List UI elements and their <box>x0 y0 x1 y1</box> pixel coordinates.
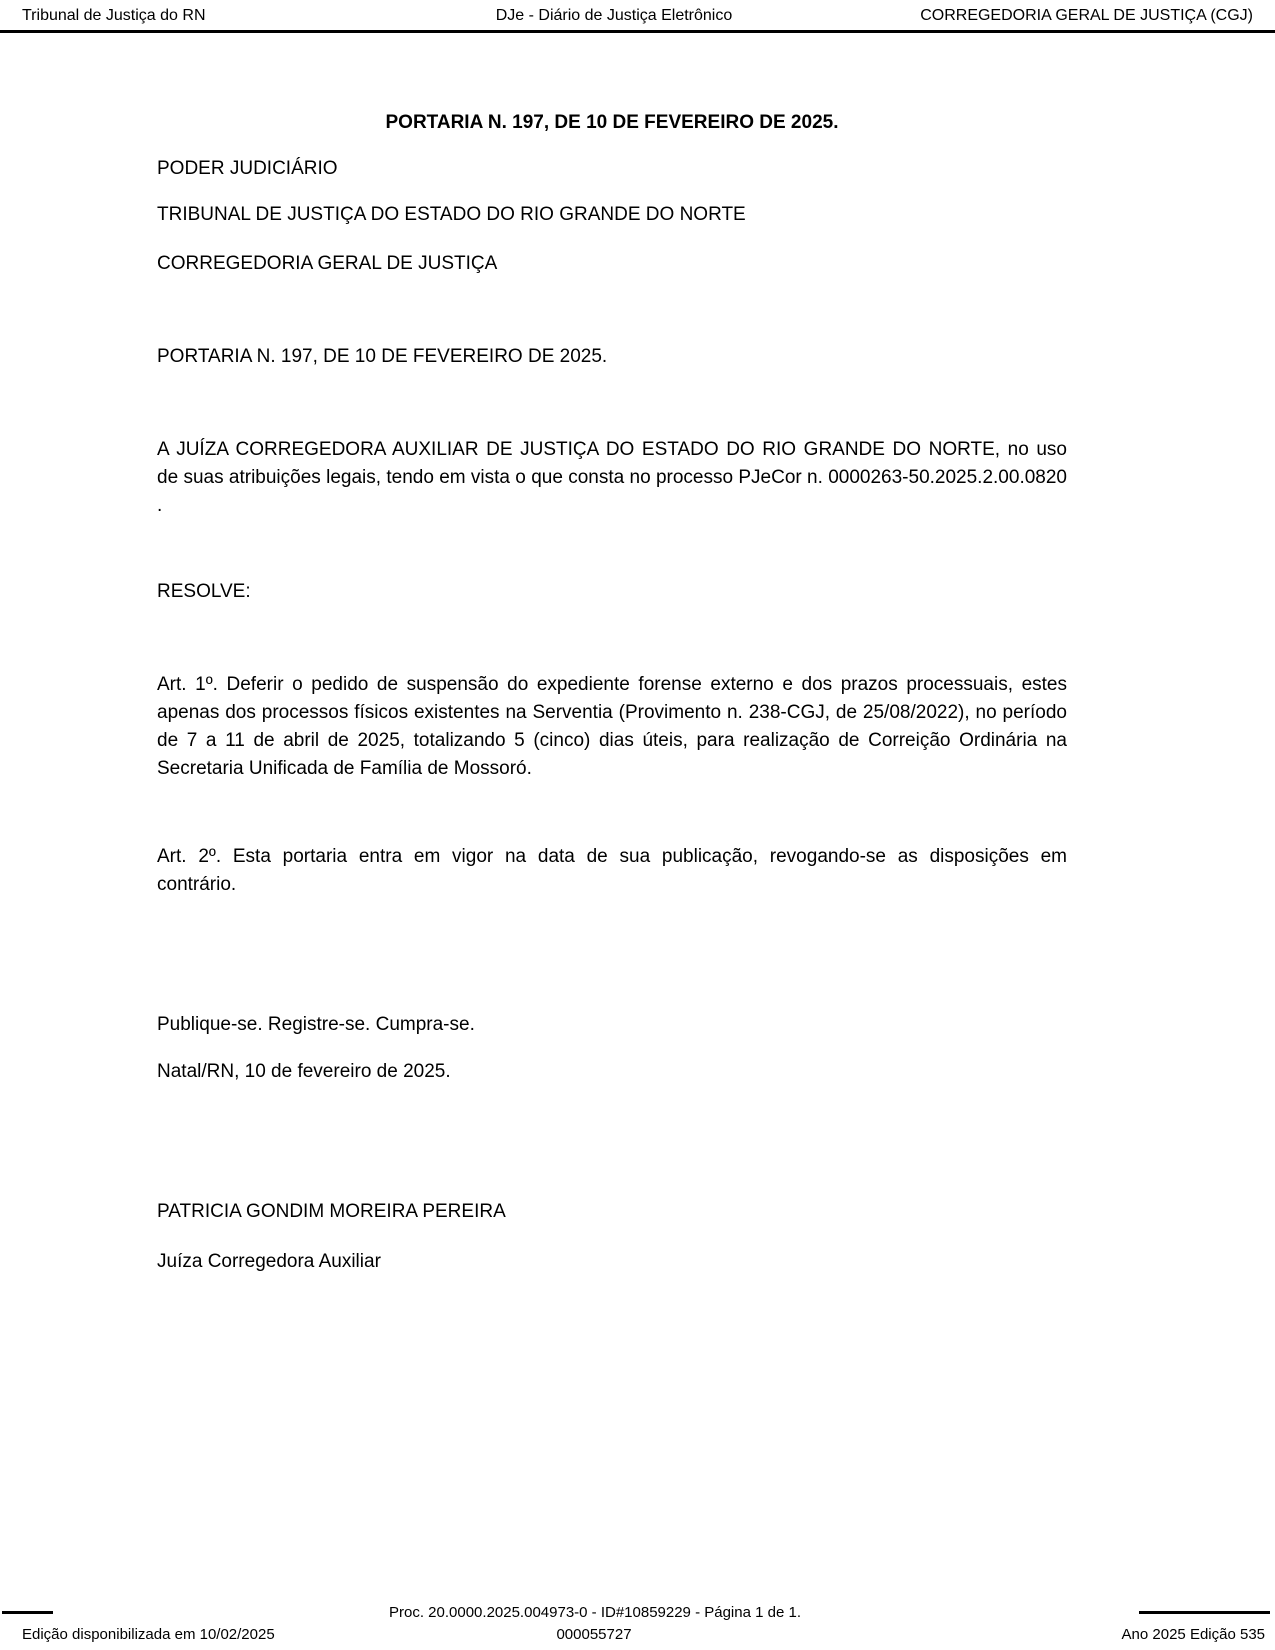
portaria-ref-line: PORTARIA N. 197, DE 10 DE FEVEREIRO DE 2025. <box>157 346 608 367</box>
artigo-1-line: de 7 a 11 de abril de 2025, totalizando 5 (cinco) dias úteis, para realização de Correição Ordinária na <box>157 730 1067 751</box>
footer-proc-id: Proc. 20.0000.2025.004973-0 - ID#10859229 - Página 1 de 1. <box>389 1604 801 1621</box>
footer-rule-right <box>1139 1611 1270 1614</box>
data-local <box>157 1058 1067 1086</box>
resolve <box>157 578 1067 606</box>
assinatura-cargo <box>157 1248 1067 1276</box>
header-court-name: Tribunal de Justiça do RN <box>22 7 206 24</box>
assinatura-nome <box>157 1198 1067 1226</box>
header-journal-title: DJe - Diário de Justiça Eletrônico <box>495 7 733 24</box>
footer-rule-left <box>2 1611 53 1614</box>
corregedoria-geral-line: CORREGEDORIA GERAL DE JUSTIÇA <box>157 253 498 274</box>
portaria-title <box>157 109 1067 137</box>
corregedoria-geral <box>157 250 1067 278</box>
tribunal-justica <box>157 201 1067 229</box>
portaria-ref <box>157 343 1067 371</box>
publique-se <box>157 1011 1067 1039</box>
portaria-title-line: PORTARIA N. 197, DE 10 DE FEVEREIRO DE 2025. <box>385 112 839 133</box>
preambulo <box>157 436 1067 520</box>
header-organ-name: CORREGEDORIA GERAL DE JUSTIÇA (CGJ) <box>920 7 1253 24</box>
tribunal-justica-line: TRIBUNAL DE JUSTIÇA DO ESTADO DO RIO GRANDE DO NORTE <box>157 204 746 225</box>
artigo-2-line: Art. 2º. Esta portaria entra em vigor na data de sua publicação, revogando-se as disposições em <box>157 846 1067 867</box>
artigo-2-line: contrário. <box>157 874 237 895</box>
preambulo-line: de suas atribuições legais, tendo em vista o que consta no processo PJeCor n. 0000263-50.2025.2.00.0820 <box>157 467 1067 488</box>
assinatura-cargo-line: Juíza Corregedora Auxiliar <box>157 1251 381 1272</box>
assinatura-nome-line: PATRICIA GONDIM MOREIRA PEREIRA <box>157 1201 506 1222</box>
poder-judiciario-line: PODER JUDICIÁRIO <box>157 158 338 179</box>
footer-edition-date: Edição disponibilizada em 10/02/2025 <box>22 1626 275 1643</box>
poder-judiciario <box>157 155 1067 183</box>
preambulo-line: A JUÍZA CORREGEDORA AUXILIAR DE JUSTIÇA DO ESTADO DO RIO GRANDE DO NORTE, no uso <box>157 439 1067 460</box>
preambulo-line: . <box>157 495 163 516</box>
artigo-1 <box>157 671 1067 783</box>
resolve-line: RESOLVE: <box>157 581 251 602</box>
footer-year-edition: Ano 2025 Edição 535 <box>1121 1626 1265 1643</box>
data-local-line: Natal/RN, 10 de fevereiro de 2025. <box>157 1061 451 1082</box>
footer-doc-number: 000055727 <box>556 1626 632 1643</box>
artigo-1-line: apenas dos processos físicos existentes na Serventia (Provimento n. 238-CGJ, de 25/08/2022), no período <box>157 702 1067 723</box>
artigo-1-line: Art. 1º. Deferir o pedido de suspensão do expediente forense externo e dos prazos processuais, estes <box>157 674 1067 695</box>
document-body <box>0 33 1067 1276</box>
artigo-2 <box>157 843 1067 899</box>
page-header <box>0 0 1275 33</box>
artigo-1-line: Secretaria Unificada de Família de Mossoró. <box>157 758 532 779</box>
publique-se-line: Publique-se. Registre-se. Cumpra-se. <box>157 1014 475 1035</box>
